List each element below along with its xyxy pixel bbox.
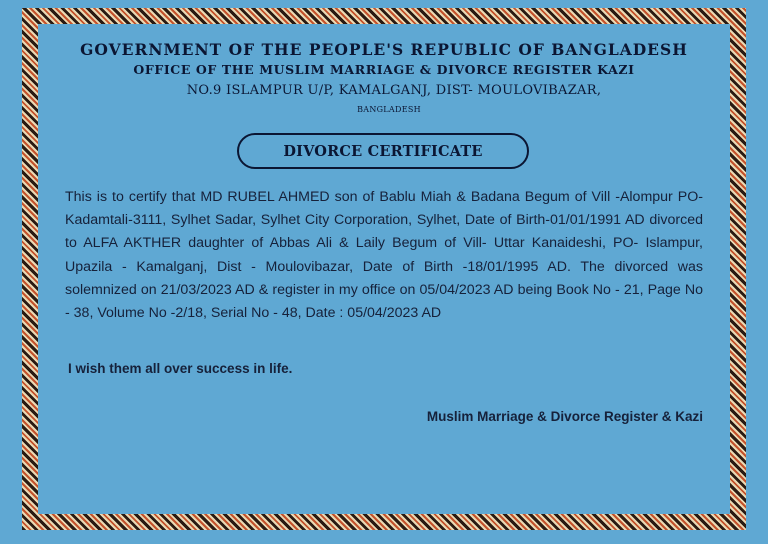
office-heading: OFFICE OF THE MUSLIM MARRIAGE & DIVORCE REGISTER KAZI: [133, 62, 635, 77]
government-heading: GOVERNMENT OF THE PEOPLE'S REPUBLIC OF BANGLADESH: [80, 40, 688, 59]
wish-text: I wish them all over success in life.: [68, 361, 293, 376]
country-name: BANGLADESH: [357, 105, 421, 114]
certificate-body: This is to certify that MD RUBEL AHMED son of Bablu Miah & Badana Begum of Vill -Alompur PO- Kadamtali-3111, Sylhet Sadar, Sylhet City Corporation, Sylhet, Date of Birth-01/01/1991 AD divorced to ALFA AKTHER daughter of Abbas Ali & Laily Begum of Vill- Uttar Kanaideshi, PO- Islampur, Upazila - Kamalganj, Dist - Moulovibazar, Date of Birth -18/01/1995 AD. The divorced was solemnized on 21/03/2023 AD & register in my office on 05/04/2023 AD being Book No - 21, Page No - 38, Volume No -2/18, Serial No - 48, Date : 05/04/2023 AD: [65, 189, 703, 322]
certificate-title: DIVORCE CERTIFICATE: [237, 133, 529, 169]
office-address: NO.9 ISLAMPUR U/P, KAMALGANJ, DIST- MOULOVIBAZAR,: [186, 83, 602, 98]
signature-line: Muslim Marriage & Divorce Register & Kazi: [426, 409, 703, 424]
